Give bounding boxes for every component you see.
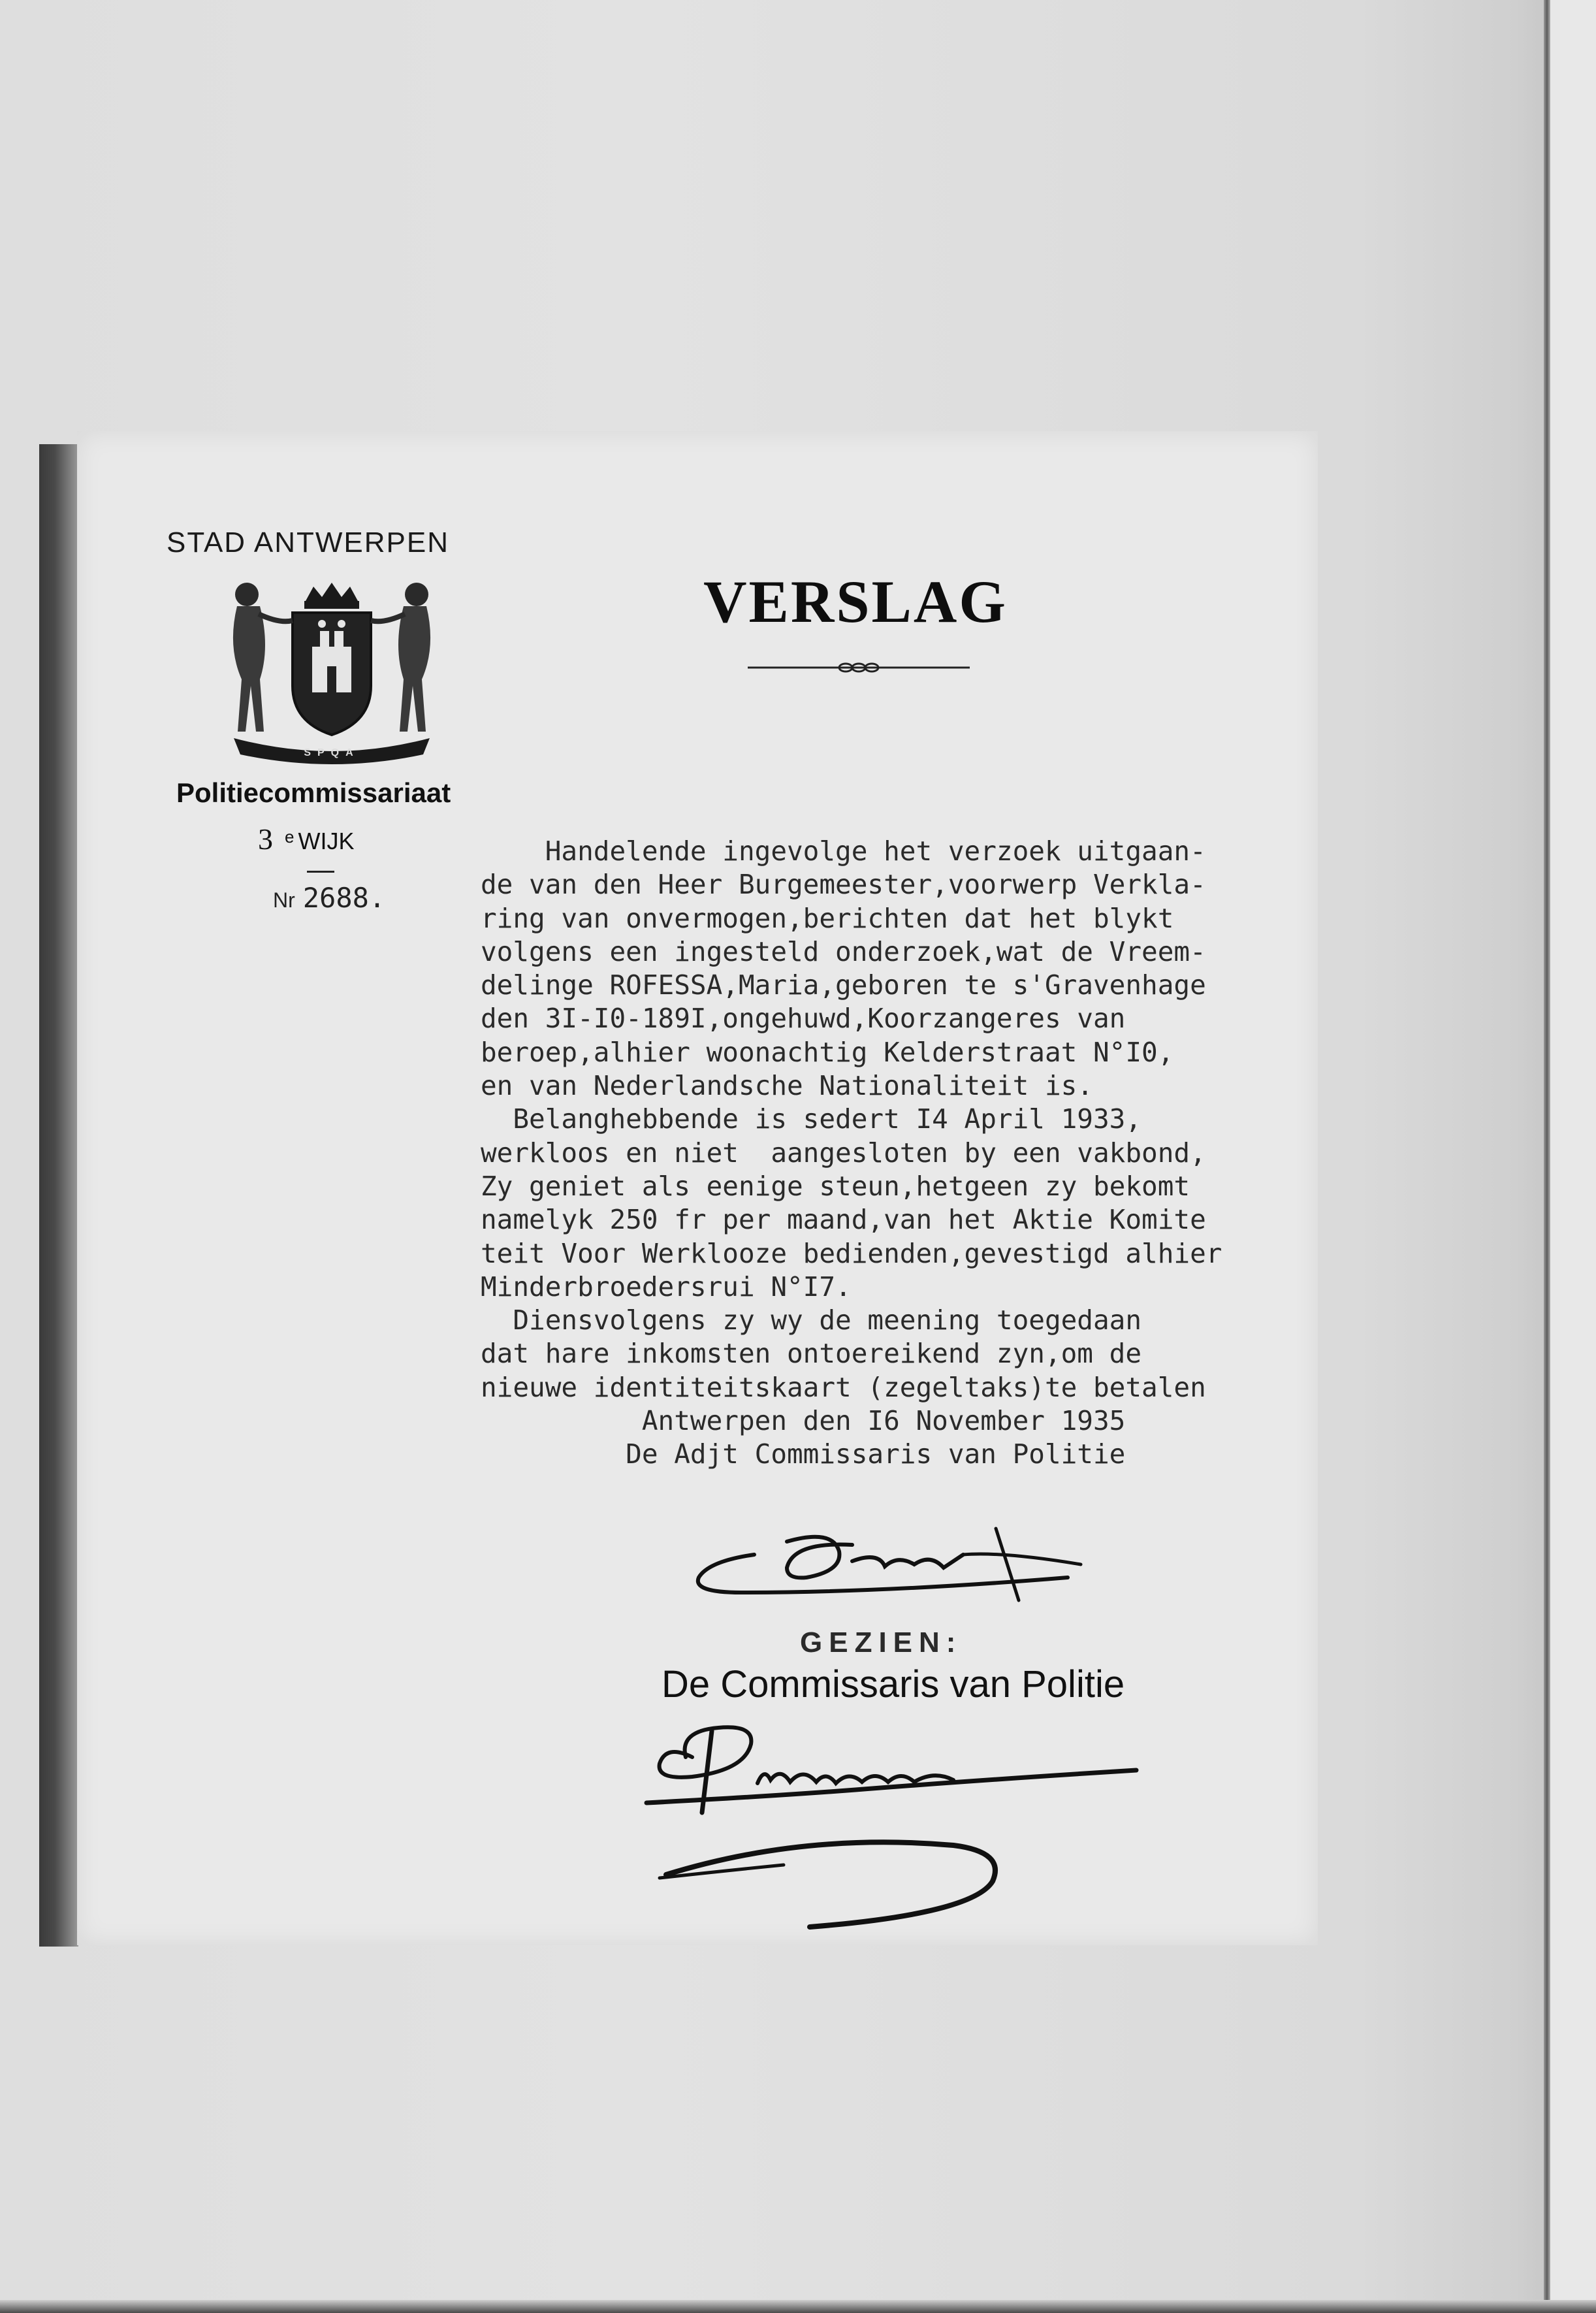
body-line: ring van onvermogen,berichten dat het blykt [481, 902, 1174, 934]
adjunct-commissioner-signature [689, 1515, 1094, 1607]
body-line: Handelende ingevolge het verzoek uitgaan- [481, 835, 1206, 867]
body-line: werkloos en niet aangesloten by een vakbond, [481, 1137, 1206, 1169]
seen-label: GEZIEN: [800, 1626, 963, 1658]
letterhead-department: Politiecommissariaat [176, 777, 451, 808]
scan-right-margin [1550, 0, 1596, 2313]
body-line: namelyk 250 fr per maand,van het Aktie Komite [481, 1204, 1206, 1236]
body-line: delinge ROFESSA,Maria,geboren te s'Gravenhage [481, 969, 1206, 1001]
ward-label: WIJK [298, 828, 355, 854]
document-left-edge [39, 444, 78, 1947]
antwerp-crest-icon [208, 575, 456, 771]
commissioner-title: De Commissaris van Politie [662, 1663, 1125, 1706]
body-line: teit Voor Werklooze bedienden,gevestigd alhier [481, 1237, 1222, 1269]
svg-text:SPQA: SPQA [304, 747, 360, 758]
letterhead-city: STAD ANTWERPEN [167, 526, 450, 558]
body-line: Belanghebbende is sedert I4 April 1933, [481, 1103, 1142, 1135]
body-line: de van den Heer Burgemeester,voorwerp Verkla- [481, 869, 1206, 901]
commissioner-signature [640, 1705, 1149, 1940]
reference-number [273, 882, 385, 914]
title-ornament-icon [748, 660, 970, 675]
body-line: den 3I-I0-189I,ongehuwd,Koorzangeres van [481, 1003, 1126, 1035]
body-line: beroep,alhier woonachtig Kelderstraat N°I0, [481, 1036, 1174, 1068]
body-line: Minderbroedersrui N°I7. [481, 1270, 852, 1302]
body-line: volgens een ingesteld onderzoek,wat de Vreem- [481, 935, 1206, 967]
ward-number: 3 [258, 822, 273, 856]
report-body [481, 835, 1323, 1472]
body-line: dat hare inkomsten ontoereikend zyn,om de [481, 1338, 1142, 1370]
body-line: nieuwe identiteitskaart (zegeltaks)te betalen [481, 1371, 1206, 1403]
body-line: en van Nederlandsche Nationaliteit is. [481, 1070, 1093, 1102]
letterhead-ward [258, 822, 354, 856]
reference-prefix: Nr [273, 888, 295, 912]
body-line: Zy geniet als eenige steun,hetgeen zy bekomt [481, 1170, 1190, 1202]
ward-suffix: e [285, 827, 295, 847]
document-title: VERSLAG [703, 568, 1008, 635]
ward-divider [307, 871, 334, 873]
body-line: Diensvolgens zy wy de meening toegedaan [481, 1304, 1142, 1336]
scan-right-edge [1544, 0, 1550, 2313]
scan-bottom-edge [0, 2300, 1596, 2313]
reference-value: 2688. [302, 882, 386, 914]
place-date-line: Antwerpen den I6 November 1935 [481, 1405, 1126, 1437]
signatory-title-line: De Adjt Commissaris van Politie [481, 1438, 1126, 1470]
